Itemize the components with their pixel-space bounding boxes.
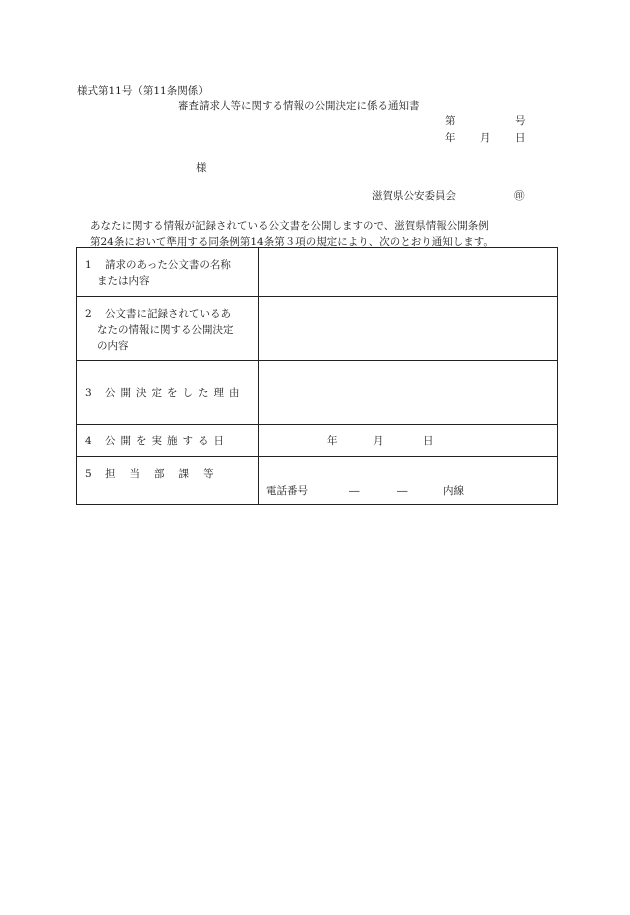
phone-dash2: ― [397, 485, 408, 497]
row4-value[interactable] [259, 425, 558, 457]
issuer-name: 滋賀県公安委員会 [372, 190, 456, 202]
table-row [77, 361, 558, 425]
table-row [77, 297, 558, 361]
row3-label [77, 361, 259, 425]
body-text-line2: 第24条において準用する同条例第14条第３項の規定により、次のとおり通知します。 [90, 236, 494, 248]
row5-value[interactable] [259, 457, 558, 505]
extension-label: 内線 [443, 485, 464, 497]
row1-label-line2: または内容 [97, 275, 150, 287]
row1-label [77, 248, 259, 297]
row4-day: 日 [423, 435, 434, 447]
table-row [77, 248, 558, 297]
row2-label-line1: 公文書に記録されているあ [105, 308, 231, 320]
recipient-honorific: 様 [196, 162, 207, 174]
row4-label [77, 425, 259, 457]
row5-label [77, 457, 259, 505]
table-row [77, 457, 558, 505]
date-year: 年 [445, 132, 456, 144]
row1-label-line1: 請求のあった公文書の名称 [105, 259, 231, 271]
row4-year: 年 [327, 435, 338, 447]
row2-label-line2: なたの情報に関する公開決定 [97, 324, 234, 336]
table-row [77, 425, 558, 457]
row2-label-line3: の内容 [97, 340, 129, 352]
row5-number: 5 [85, 468, 92, 480]
seal-mark: ㊞ [514, 190, 525, 202]
row4-number: 4 [85, 434, 92, 447]
row3-label-text: 公開決定をした理由 [105, 386, 245, 399]
row3-value[interactable] [259, 361, 558, 425]
row2-number: 2 [85, 308, 92, 320]
row4-label-text: 公開を実施する日 [105, 434, 229, 447]
form-number: 様式第11号（第11条関係） [77, 85, 209, 97]
document-title: 審査請求人等に関する情報の公開決定に係る通知書 [178, 100, 420, 112]
row2-label [77, 297, 259, 361]
row1-number: 1 [85, 259, 92, 271]
notice-table [76, 247, 558, 505]
document-number-prefix: 第 [445, 115, 456, 127]
date-day: 日 [515, 132, 526, 144]
row2-value[interactable] [259, 297, 558, 361]
row1-value[interactable] [259, 248, 558, 297]
row5-label-text: 担当部課等 [105, 468, 228, 480]
phone-dash1: ― [349, 485, 360, 497]
phone-label: 電話番号 [266, 485, 308, 497]
row4-month: 月 [373, 435, 384, 447]
date-month: 月 [480, 132, 491, 144]
document-number-suffix: 号 [515, 115, 526, 127]
row3-number: 3 [85, 386, 92, 399]
body-text-line1: あなたに関する情報が記録されている公文書を公開しますので、滋賀県情報公開条例 [90, 220, 489, 232]
